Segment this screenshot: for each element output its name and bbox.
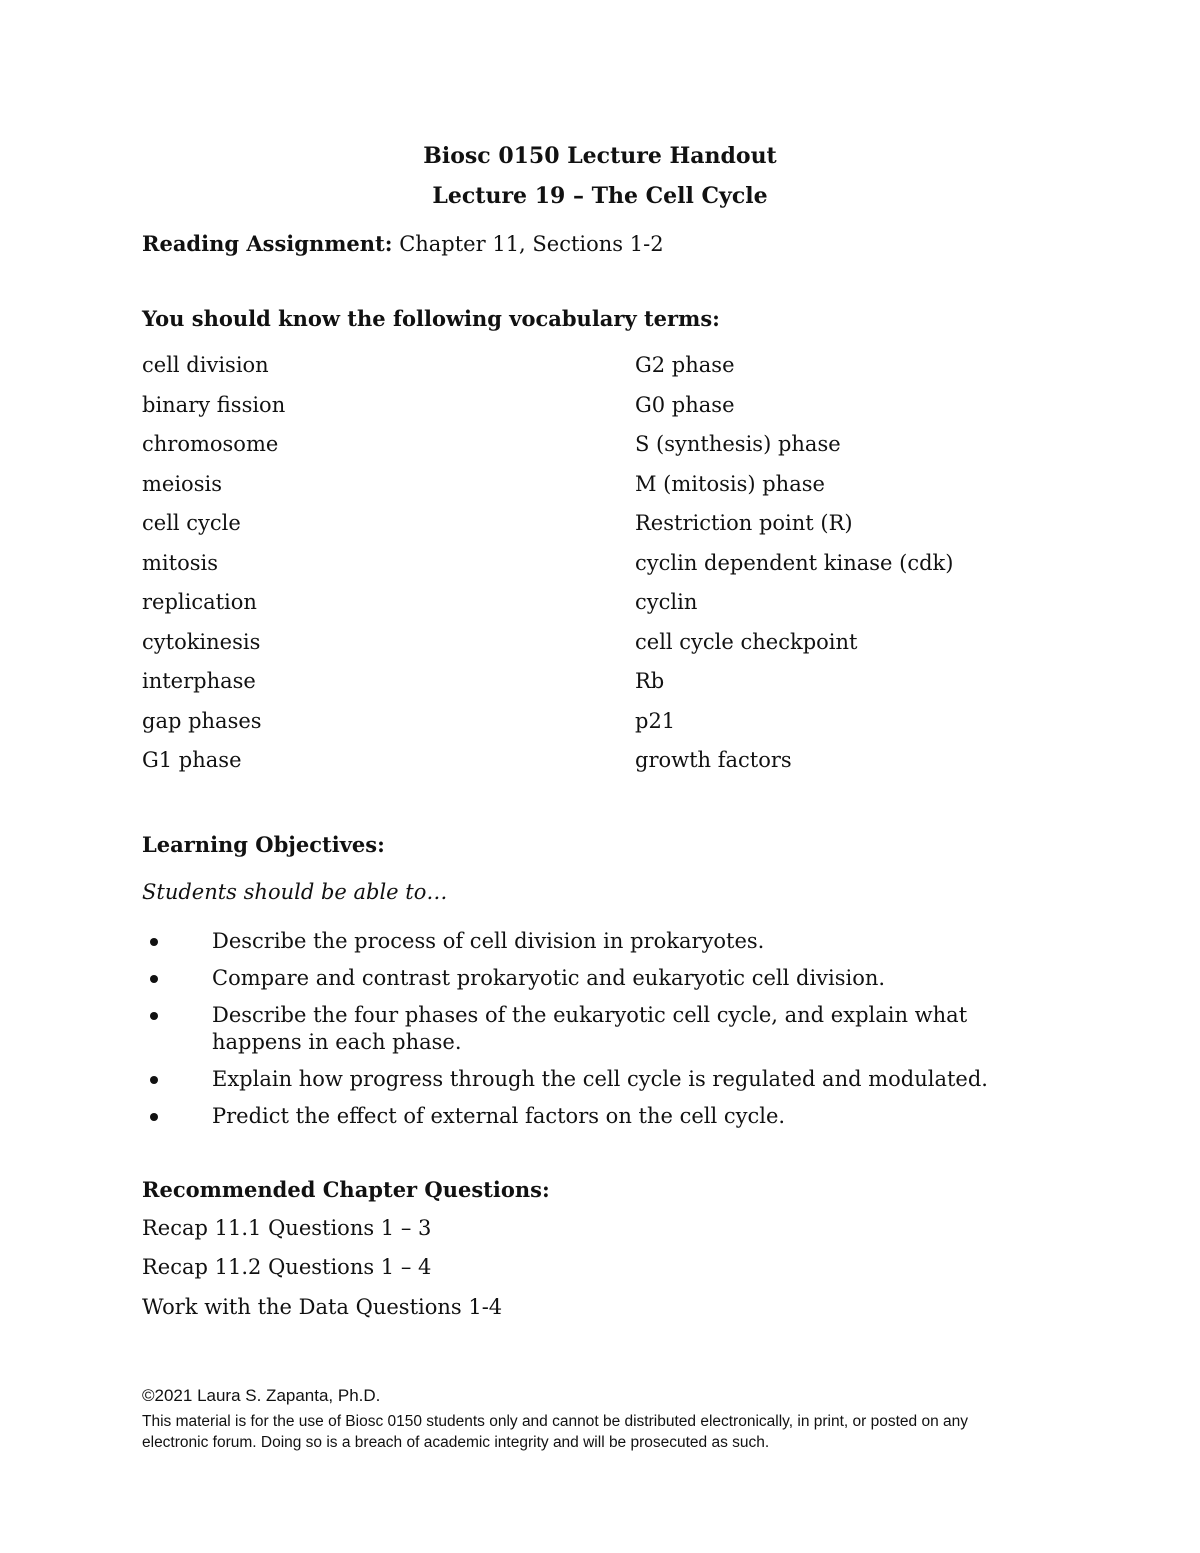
document-title: Biosc 0150 Lecture Handout [423,143,777,169]
disclaimer-line: electronic forum. Doing so is a breach of academic integrity and will be prosecuted as such. [142,1434,770,1451]
vocab-term: G1 phase [142,748,242,772]
vocab-term: cell cycle checkpoint [635,629,858,654]
disclaimer-line: This material is for the use of Biosc 0150 students only and cannot be distributed electronically, in print, or posted on any [142,1413,968,1430]
vocab-term: cell cycle [142,511,241,535]
vocabulary-heading: You should know the following vocabulary terms: [142,306,720,331]
vocab-term: cytokinesis [142,629,261,654]
copyright-notice: ©2021 Laura S. Zapanta, Ph.D. [142,1386,381,1405]
bullet-icon [150,1012,158,1020]
vocab-term: cyclin [635,590,698,614]
objective-text: Explain how progress through the cell cycle is regulated and modulated. [212,1067,988,1091]
chapter-questions-heading: Recommended Chapter Questions: [142,1177,550,1202]
objective-text: Describe the four phases of the eukaryotic cell cycle, and explain what happens in each phase. [212,1003,968,1054]
vocab-term: interphase [142,669,256,693]
reading-assignment [142,231,664,256]
learning-objectives-heading: Learning Objectives: [142,832,385,857]
list-item [142,1103,1042,1130]
vocabulary-left-column [142,352,285,787]
bullet-icon [150,1113,158,1121]
objective-text: Predict the effect of external factors on the cell cycle. [212,1104,786,1128]
chapter-question: Recap 11.1 Questions 1 – 3 [142,1216,432,1240]
bullet-icon [150,975,158,983]
vocab-term: meiosis [142,471,222,496]
list-item [142,1066,1042,1093]
vocab-term: cyclin dependent kinase (cdk) [635,550,954,575]
reading-assignment-value: Chapter 11, Sections 1-2 [392,232,664,256]
objective-text: Compare and contrast prokaryotic and eukaryotic cell division. [212,966,886,990]
vocab-term: replication [142,590,257,614]
list-item [142,965,1042,992]
vocab-term: S (synthesis) phase [635,432,841,456]
vocab-term: Rb [635,669,665,693]
bullet-icon [150,1076,158,1084]
vocab-term: M (mitosis) phase [635,471,825,496]
vocab-term: growth factors [635,748,792,772]
reading-assignment-label: Reading Assignment: [142,231,393,256]
vocab-term: gap phases [142,708,262,733]
vocab-term: mitosis [142,550,218,575]
vocab-term: G2 phase [635,353,735,377]
vocab-term: cell division [142,353,269,377]
objectives-intro: Students should be able to… [142,880,448,904]
vocab-term: p21 [635,708,676,733]
objective-text: Describe the process of cell division in prokaryotes. [212,929,765,953]
list-item [142,1002,1042,1056]
vocab-term: G0 phase [635,392,735,417]
vocab-term: chromosome [142,432,279,456]
chapter-question: Work with the Data Questions 1-4 [142,1295,503,1319]
objectives-list [142,928,1042,1140]
vocab-term: binary fission [142,392,286,417]
chapter-question: Recap 11.2 Questions 1 – 4 [142,1255,432,1279]
vocabulary-right-column [635,352,953,787]
lecture-title: Lecture 19 – The Cell Cycle [432,183,768,209]
list-item [142,928,1042,955]
bullet-icon [150,938,158,946]
vocab-term: Restriction point (R) [635,511,853,535]
